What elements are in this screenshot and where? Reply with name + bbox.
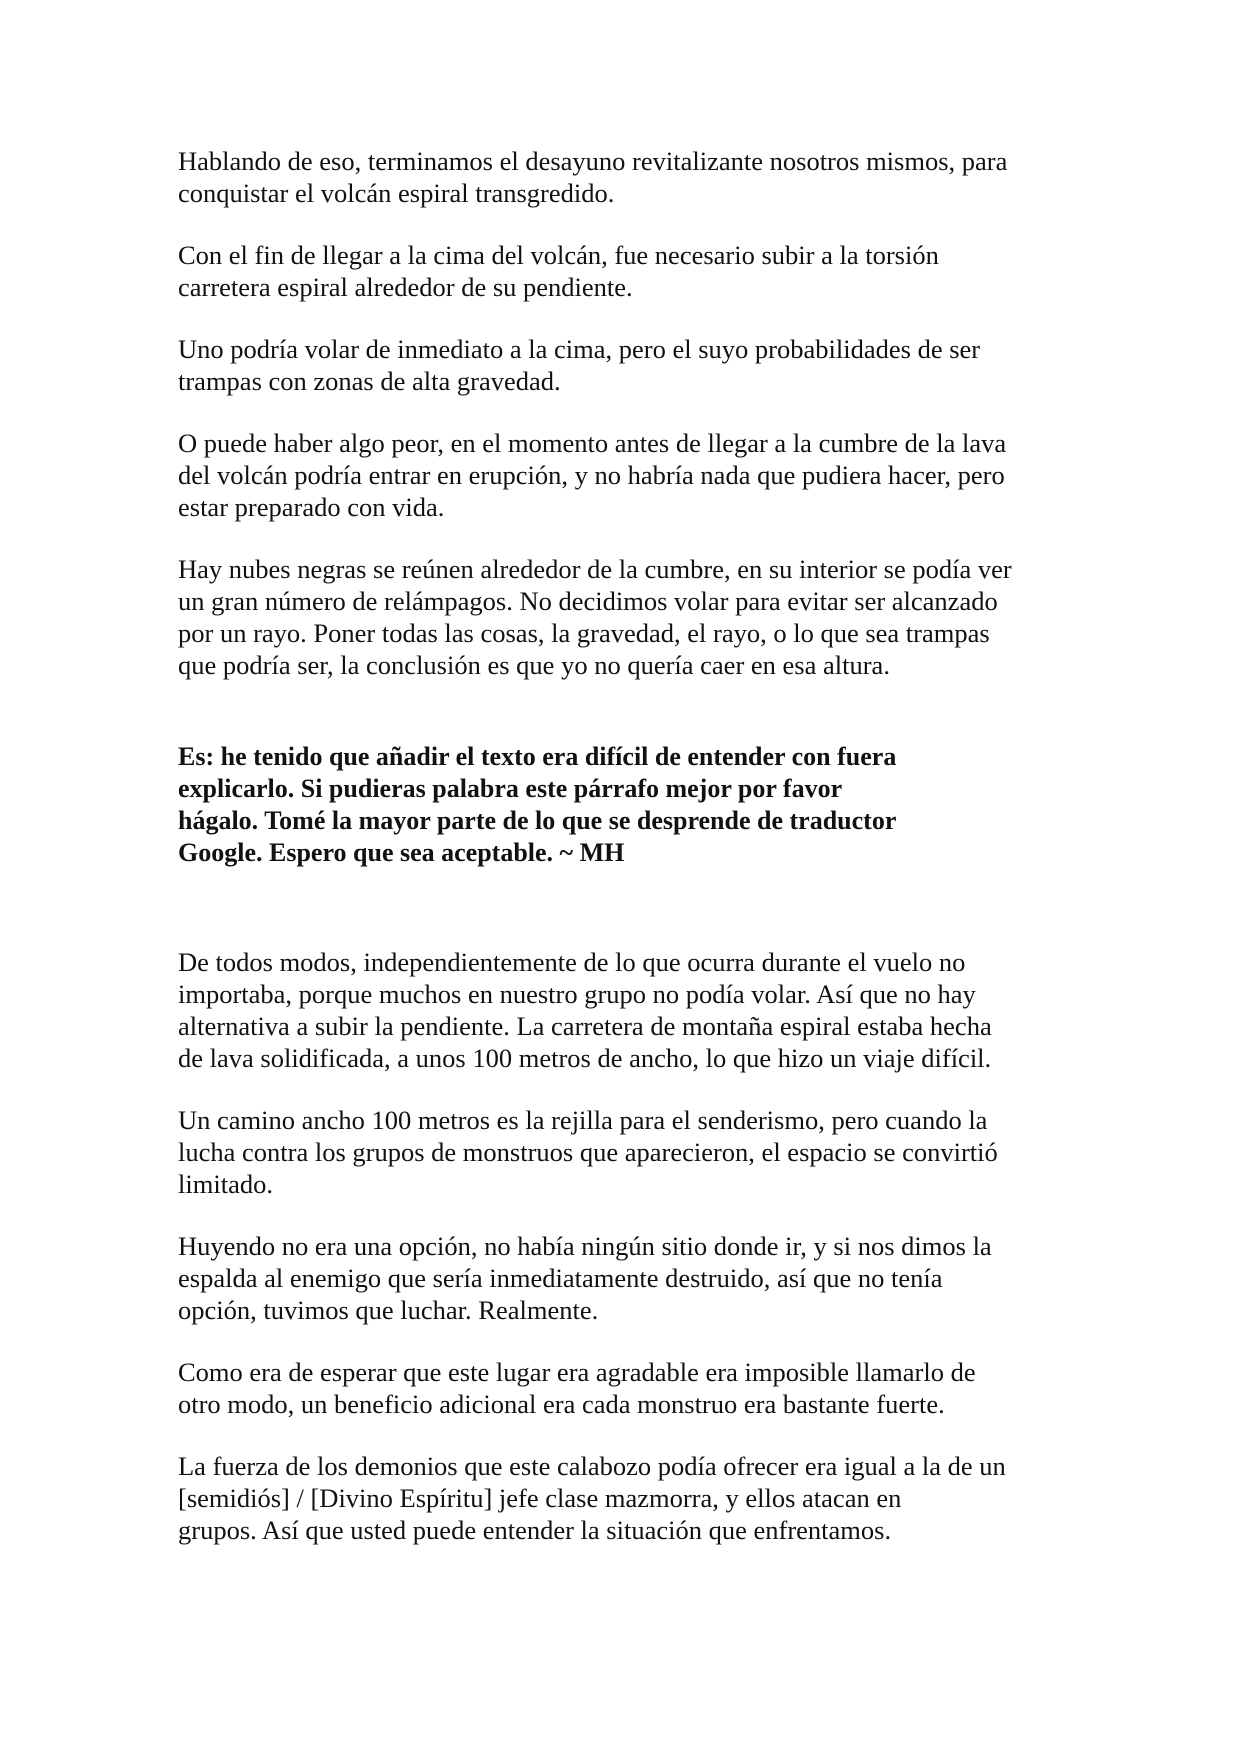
text-line: [semidiós] / [Divino Espíritu] jefe clase mazmorra, y ellos atacan en [178, 1483, 902, 1513]
document-body [178, 145, 1078, 1576]
text-line: explicarlo. Si pudieras palabra este párrafo mejor por favor [178, 774, 843, 803]
text-line: De todos modos, independientemente de lo que ocurra durante el vuelo no [178, 947, 966, 977]
paragraph [178, 427, 1078, 523]
paragraph [178, 1104, 1078, 1200]
text-line: O puede haber algo peor, en el momento antes de llegar a la cumbre de la lava [178, 428, 1007, 458]
text-line: Como era de esperar que este lugar era agradable era imposible llamarlo de [178, 1357, 976, 1387]
text-line: conquistar el volcán espiral transgredido. [178, 178, 615, 208]
text-line: alternativa a subir la pendiente. La carretera de montaña espiral estaba hecha [178, 1011, 992, 1041]
text-line: otro modo, un beneficio adicional era cada monstruo era bastante fuerte. [178, 1389, 945, 1419]
text-line: Un camino ancho 100 metros es la rejilla para el senderismo, pero cuando la [178, 1105, 988, 1135]
text-line: importaba, porque muchos en nuestro grupo no podía volar. Así que no hay [178, 979, 976, 1009]
paragraph [178, 1450, 1078, 1546]
text-line: trampas con zonas de alta gravedad. [178, 366, 561, 396]
text-line: hágalo. Tomé la mayor parte de lo que se desprende de traductor [178, 806, 897, 835]
text-line: un gran número de relámpagos. No decidimos volar para evitar ser alcanzado [178, 586, 998, 616]
text-line: que podría ser, la conclusión es que yo no quería caer en esa altura. [178, 650, 890, 680]
paragraph [178, 1230, 1078, 1326]
paragraph [178, 553, 1078, 681]
paragraph [178, 946, 1078, 1074]
paragraph [178, 145, 1078, 209]
text-line: Es: he tenido que añadir el texto era difícil de entender con fuera [178, 742, 897, 771]
text-line: Hay nubes negras se reúnen alrededor de la cumbre, en su interior se podía ver [178, 554, 1012, 584]
text-line: La fuerza de los demonios que este calabozo podía ofrecer era igual a la de un [178, 1451, 1006, 1481]
text-line: estar preparado con vida. [178, 492, 445, 522]
text-line: lucha contra los grupos de monstruos que aparecieron, el espacio se convirtió [178, 1137, 998, 1167]
paragraph [178, 239, 1078, 303]
text-line: Huyendo no era una opción, no había ningún sitio donde ir, y si nos dimos la [178, 1231, 992, 1261]
translator-note [178, 741, 1078, 869]
text-line: limitado. [178, 1169, 273, 1199]
text-line: opción, tuvimos que luchar. Realmente. [178, 1295, 599, 1325]
paragraph [178, 333, 1078, 397]
text-line: por un rayo. Poner todas las cosas, la gravedad, el rayo, o lo que sea trampas [178, 618, 990, 648]
text-line: grupos. Así que usted puede entender la situación que enfrentamos. [178, 1515, 892, 1545]
text-line: Con el fin de llegar a la cima del volcán, fue necesario subir a la torsión [178, 240, 939, 270]
text-line: espalda al enemigo que sería inmediatamente destruido, así que no tenía [178, 1263, 943, 1293]
text-line: Hablando de eso, terminamos el desayuno revitalizante nosotros mismos, para [178, 146, 1008, 176]
paragraph [178, 1356, 1078, 1420]
text-line: del volcán podría entrar en erupción, y no habría nada que pudiera hacer, pero [178, 460, 1005, 490]
text-line: de lava solidificada, a unos 100 metros de ancho, lo que hizo un viaje difícil. [178, 1043, 992, 1073]
text-line: carretera espiral alrededor de su pendiente. [178, 272, 633, 302]
text-line: Uno podría volar de inmediato a la cima, pero el suyo probabilidades de ser [178, 334, 981, 364]
text-line: Google. Espero que sea aceptable. ~ MH [178, 838, 625, 867]
